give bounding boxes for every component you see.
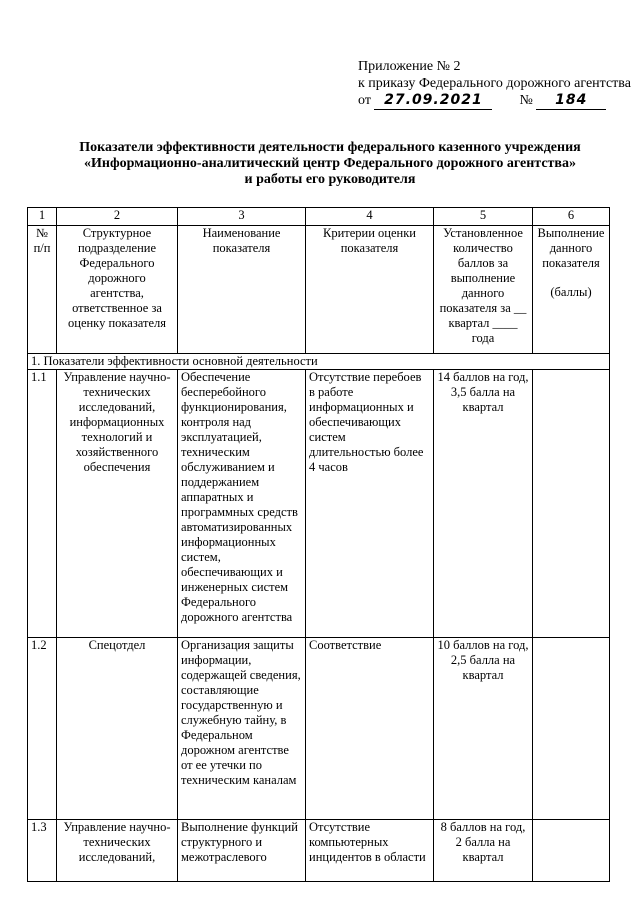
appendix-date-line [358, 92, 631, 110]
row-number: 1.2 [28, 638, 57, 820]
header-result [533, 226, 610, 354]
row-points: 10 баллов на год, 2,5 балла на квартал [434, 638, 533, 820]
section-title: 1. Показатели эффективности основной деятельности [28, 354, 610, 370]
document-title [60, 140, 600, 188]
table-row [28, 638, 610, 820]
handwritten-number: 184 [536, 92, 606, 110]
col-number-2: 2 [57, 208, 178, 226]
row-points: 14 баллов на год, 3,5 балла на квартал [434, 370, 533, 638]
col-number-6: 6 [533, 208, 610, 226]
appendix-block [358, 58, 631, 110]
handwritten-date: 27.09.2021 [374, 92, 492, 110]
row-result [533, 638, 610, 820]
col-number-3: 3 [178, 208, 306, 226]
col-number-1: 1 [28, 208, 57, 226]
row-criteria: Отсутствие компьютерных инцидентов в области [306, 820, 434, 882]
header-criteria: Критерии оценки показателя [306, 226, 434, 354]
row-unit: Спецотдел [57, 638, 178, 820]
header-unit: Структурное подразделение Федерального дорожного агентства, ответственное за оценку показателя [57, 226, 178, 354]
row-indicator-name: Обеспечение бесперебойного функционирования, контроля над эксплуатацией, техническим обслуживанием и поддержанием аппаратных и программных средств автоматизированных информационных систем, обеспечивающих и инженерных систем Федерального дорожного агентства [178, 370, 306, 638]
indicators-table [27, 207, 610, 882]
col-number-4: 4 [306, 208, 434, 226]
header-number: № п/п [28, 226, 57, 354]
appendix-order: к приказу Федерального дорожного агентства [358, 76, 631, 91]
row-indicator-name: Организация защиты информации, содержащей сведения, составляющие государственную и служебную тайну, в Федеральном дорожном агентстве от ее утечки по техническим каналам [178, 638, 306, 820]
row-points: 8 баллов на год, 2 балла на квартал [434, 820, 533, 882]
header-name: Наименование показателя [178, 226, 306, 354]
column-numbers-row [28, 208, 610, 226]
appendix-title: Приложение № 2 [358, 59, 461, 74]
row-result [533, 820, 610, 882]
row-unit: Управление научно-технических исследований, информационных технологий и хозяйственного обеспечения [57, 370, 178, 638]
table-row [28, 820, 610, 882]
number-prefix: № [519, 93, 533, 108]
title-line-2: «Информационно-аналитический центр Федерального дорожного агентства» [83, 156, 576, 171]
row-number: 1.3 [28, 820, 57, 882]
title-line-1: Показатели эффективности деятельности федерального казенного учреждения [79, 140, 581, 155]
row-result [533, 370, 610, 638]
table-row [28, 370, 610, 638]
date-prefix: от [358, 93, 371, 108]
header-points: Установленное количество баллов за выполнение данного показателя за __ квартал ____ года [434, 226, 533, 354]
row-criteria: Отсутствие перебоев в работе информационных и обеспечивающих систем длительностью более 4 часов [306, 370, 434, 638]
row-number: 1.1 [28, 370, 57, 638]
row-unit: Управление научно-технических исследований, [57, 820, 178, 882]
header-result-unit: (баллы) [550, 285, 592, 299]
header-row [28, 226, 610, 354]
row-criteria: Соответствие [306, 638, 434, 820]
col-number-5: 5 [434, 208, 533, 226]
title-line-3: и работы его руководителя [244, 172, 416, 187]
section-row [28, 354, 610, 370]
row-indicator-name: Выполнение функций структурного и межотраслевого [178, 820, 306, 882]
header-result-label: Выполнение данного показателя [537, 226, 605, 270]
